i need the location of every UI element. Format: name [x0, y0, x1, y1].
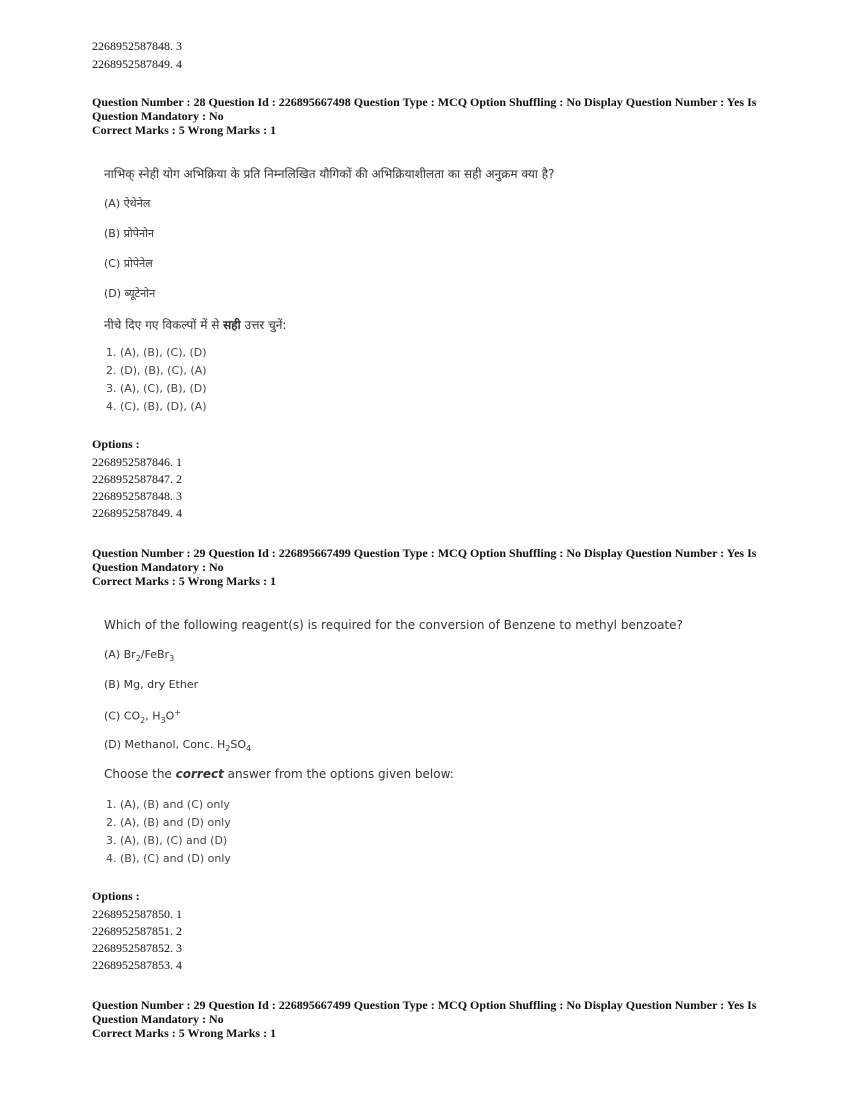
q28-instruction-bold: सही — [223, 318, 241, 332]
q29-instruction-bold: correct — [175, 767, 224, 781]
q28-answer-2: 2. (D), (B), (C), (A) — [106, 364, 207, 377]
q28-answer-1: 1. (A), (B), (C), (D) — [106, 346, 207, 359]
q28-options-title: Options : — [92, 437, 140, 451]
q28-option-3: 2268952587848. 3 — [92, 489, 182, 503]
q29-marks: Correct Marks : 5 Wrong Marks : 1 — [92, 574, 277, 588]
q28-option-2: 2268952587847. 2 — [92, 472, 182, 486]
q28-answer-3: 3. (A), (C), (B), (D) — [106, 382, 207, 395]
q28-meta-line2: Question Mandatory : No — [92, 109, 224, 123]
q28-options-list — [92, 454, 182, 522]
q29-meta — [92, 546, 772, 588]
top-option-4: 2268952587849. 4 — [92, 57, 182, 71]
q29b-marks: Correct Marks : 5 Wrong Marks : 1 — [92, 1026, 277, 1040]
q28-meta — [92, 95, 772, 137]
top-option-3: 2268952587848. 3 — [92, 39, 182, 53]
q29b-meta — [92, 998, 772, 1040]
q28-choice-c: (C) प्रोपेनेल — [104, 257, 153, 270]
q29-answer-1: 1. (A), (B) and (C) only — [106, 798, 230, 811]
q29-choice-c: (C) $CO_2$, $H_3O^+$ — [104, 708, 181, 725]
q29-answer-4: 4. (B), (C) and (D) only — [106, 852, 231, 865]
q28-option-1: 2268952587846. 1 — [92, 455, 182, 469]
q29-choice-a: (A) $Br_2/FeBr_3$ — [104, 648, 175, 664]
q28-option-4: 2268952587849. 4 — [92, 506, 182, 520]
q28-answer-4: 4. (C), (B), (D), (A) — [106, 400, 207, 413]
q29-option-4: 2268952587853. 4 — [92, 958, 182, 972]
q28-answer-list — [106, 344, 207, 416]
q29-option-2: 2268952587851. 2 — [92, 924, 182, 938]
q29-question-text: Which of the following reagent(s) is required for the conversion of Benzene to methyl benzoate? — [104, 618, 683, 632]
q29-meta-line1: Question Number : 29 Question Id : 226895667499 Question Type : MCQ Option Shuffling : No Display Question Number : Yes Is — [92, 546, 757, 560]
q29b-meta-line1: Question Number : 29 Question Id : 226895667499 Question Type : MCQ Option Shuffling : No Display Question Number : Yes Is — [92, 998, 757, 1012]
q29-options-title: Options : — [92, 889, 140, 903]
q29-choice-d: (D) Methanol, Conc. $H_2SO_4$ — [104, 738, 252, 754]
q28-choice-d: (D) ब्यूटेनोन — [104, 287, 156, 300]
q28-choice-b: (B) प्रोपेनोन — [104, 227, 155, 240]
q29-option-3: 2268952587852. 3 — [92, 941, 182, 955]
q28-marks: Correct Marks : 5 Wrong Marks : 1 — [92, 123, 277, 137]
q28-choice-a: (A) ऐथेनेल — [104, 197, 151, 210]
q28-instruction: नीचे दिए गए विकल्पों में से सही उत्तर चुनें: — [104, 318, 287, 332]
q29-meta-line2: Question Mandatory : No — [92, 560, 224, 574]
q28-question-text: नाभिक् स्नेही योग अभिक्रिया के प्रति निम्नलिखित यौगिकों की अभिक्रियाशीलता का सही अनुक्रम क्या है? — [104, 167, 555, 181]
q29-answer-list — [106, 796, 231, 868]
q29-instruction: Choose the correct answer from the options given below: — [104, 767, 454, 781]
q29-answer-2: 2. (A), (B) and (D) only — [106, 816, 231, 829]
q29-choice-b: (B) Mg, dry Ether — [104, 678, 199, 691]
q29-answer-3: 3. (A), (B), (C) and (D) — [106, 834, 228, 847]
q29-option-1: 2268952587850. 1 — [92, 907, 182, 921]
q29b-meta-line2: Question Mandatory : No — [92, 1012, 224, 1026]
q28-meta-line1: Question Number : 28 Question Id : 226895667498 Question Type : MCQ Option Shuffling : No Display Question Number : Yes Is — [92, 95, 757, 109]
q29-options-list — [92, 906, 182, 974]
